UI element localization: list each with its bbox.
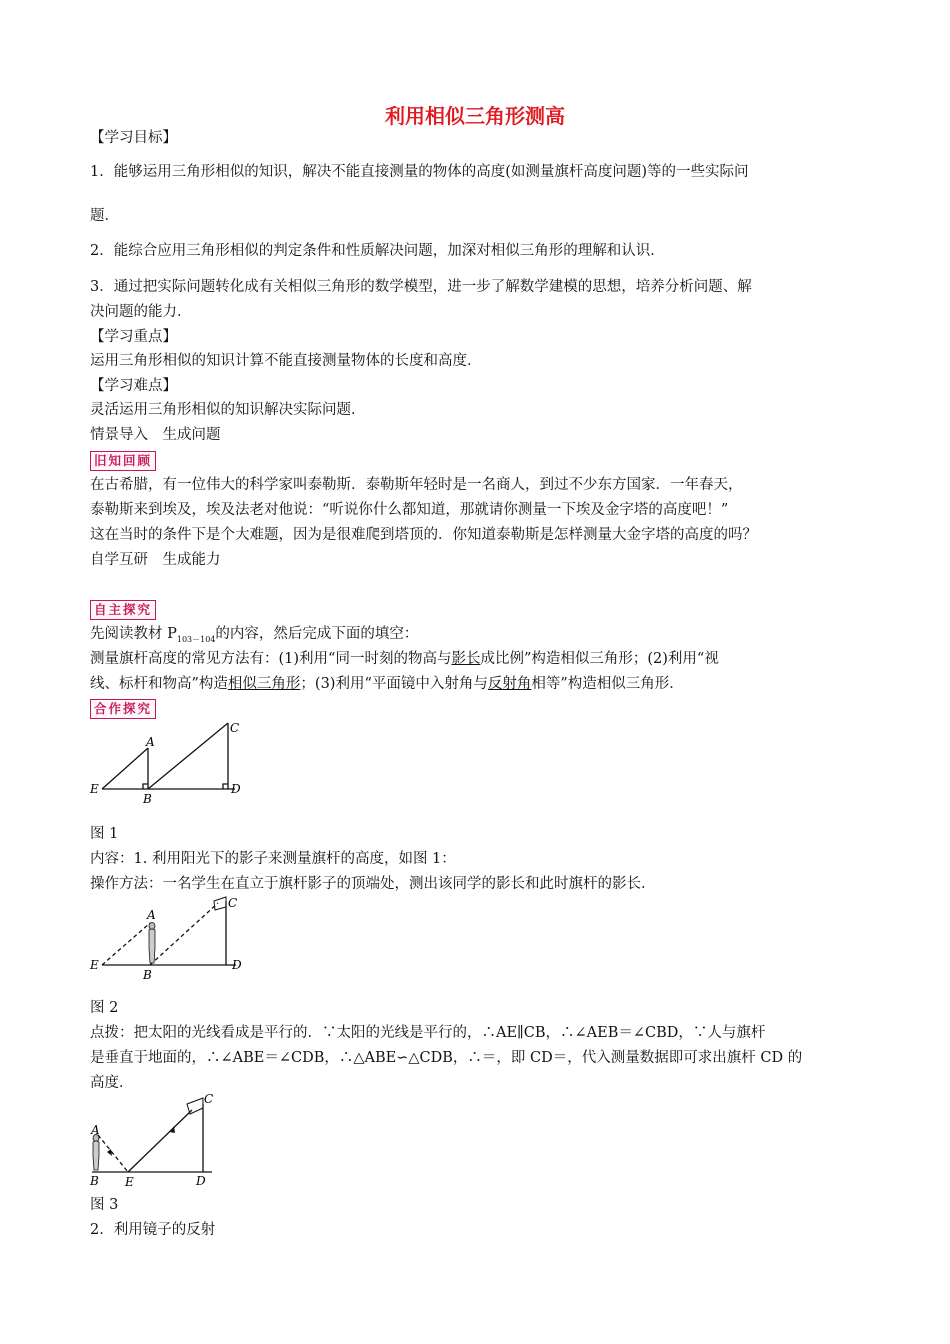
- fig3-label-e: E: [125, 1175, 134, 1188]
- hint-line-2: 是垂直于地面的，∴∠ABE＝∠CDB，∴△ABE∽△CDB，∴＝，即 CD＝，代入测量数据即可求出旗杆 CD 的: [90, 1050, 803, 1066]
- goal-3-line-1: 3．通过把实际问题转化成有关相似三角形的数学模型，进一步了解数学建模的思想，培养分析问题、解: [90, 279, 752, 295]
- blank-shadow-length: 影长: [451, 651, 481, 667]
- figure-2: [88, 893, 258, 983]
- item-2-title: 2．利用镜子的反射: [90, 1222, 216, 1238]
- fig2-label-b: B: [143, 968, 152, 982]
- fig1-label-a: A: [146, 735, 155, 749]
- difficulty-text: 灵活运用三角形相似的知识解决实际问题．: [90, 402, 366, 418]
- read-prefix: 先阅读教材 P: [90, 626, 177, 642]
- content-1-line-1: 内容：1. 利用阳光下的影子来测量旗杆的高度，如图 1：: [90, 851, 456, 867]
- goal-1-line-1: 1．能够运用三角形相似的知识，解决不能直接测量的物体的高度(如测量旗杆高度问题)等的一些实际问: [90, 164, 749, 180]
- fig2-label-a: A: [147, 908, 156, 922]
- fig1-label-b: B: [143, 792, 152, 806]
- methods-line-1: [90, 649, 719, 669]
- read-suffix: 的内容，然后完成下面的填空：: [215, 626, 419, 642]
- fig3-label-d: D: [196, 1174, 206, 1188]
- methods-text: 测量旗杆高度的常见方法有：(1)利用“同一时刻的物高与: [90, 651, 452, 667]
- fig3-label-b: B: [90, 1174, 99, 1188]
- read-pages: 103－104: [176, 634, 216, 644]
- fig3-label-a: A: [91, 1123, 100, 1137]
- figure-1: [88, 718, 258, 808]
- goals-heading: 【学习目标】: [90, 130, 177, 146]
- self-explore-badge: 自主探究: [90, 600, 156, 620]
- figure-3: [86, 1090, 221, 1188]
- methods-line-2: [90, 674, 684, 694]
- focus-heading: 【学习重点】: [90, 329, 177, 345]
- intro-line-2: 泰勒斯来到埃及，埃及法老对他说：“听说你什么都知道，那就请你测量一下埃及金字塔的高度吧！”: [90, 502, 729, 518]
- fig2-label-d: D: [232, 958, 242, 972]
- hint-line-1: 点拨：把太阳的光线看成是平行的．∵太阳的光线是平行的，∴AE∥CB，∴∠AEB＝∠CBD，∵人与旗杆: [90, 1025, 766, 1041]
- intro-line-1: 在古希腊，有一位伟大的科学家叫泰勒斯．泰勒斯年轻时是一名商人，到过不少东方国家．一年春天，: [90, 477, 743, 493]
- goal-2: 2．能综合应用三角形相似的判定条件和性质解决问题，加深对相似三角形的理解和认识．: [90, 243, 665, 259]
- methods-text: 相等”构造相似三角形．: [531, 676, 684, 692]
- fig2-label-c: C: [228, 896, 238, 910]
- fig1-caption: 图 1: [90, 826, 119, 842]
- fig1-label-e: E: [90, 782, 99, 796]
- fig2-caption: 图 2: [90, 1000, 119, 1016]
- read-instruction: [90, 624, 418, 650]
- review-badge: 旧知回顾: [90, 451, 156, 471]
- goal-3-line-2: 决问题的能力．: [90, 304, 192, 320]
- methods-text: 成比例”构造相似三角形；(2)利用“视: [480, 651, 719, 667]
- blank-reflection-angle: 反射角: [487, 676, 532, 692]
- focus-text: 运用三角形相似的知识计算不能直接测量物体的长度和高度．: [90, 353, 482, 369]
- intro-heading: 情景导入 生成问题: [90, 427, 221, 443]
- methods-text: ；(3)利用“平面镜中入射角与: [300, 676, 488, 692]
- blank-similar-triangles: 相似三角形: [227, 676, 301, 692]
- methods-text: 线、标杆和物高”构造: [90, 676, 228, 692]
- fig3-caption: 图 3: [90, 1197, 119, 1213]
- content-1-line-2: 操作方法：一名学生在直立于旗杆影子的顶端处，测出该同学的影长和此时旗杆的影长．: [90, 876, 656, 892]
- goal-1-line-2: 题．: [90, 208, 119, 224]
- difficulty-heading: 【学习难点】: [90, 378, 177, 394]
- fig3-label-c: C: [204, 1092, 214, 1106]
- page-title: 利用相似三角形测高: [385, 104, 565, 128]
- fig2-label-e: E: [90, 958, 99, 972]
- cooperative-explore-badge: 合作探究: [90, 699, 156, 719]
- fig1-label-d: D: [231, 782, 241, 796]
- intro-line-3: 这在当时的条件下是个大难题，因为是很难爬到塔顶的．你知道泰勒斯是怎样测量大金字塔的高度的吗？: [90, 527, 757, 543]
- fig1-label-c: C: [230, 721, 240, 735]
- study-heading: 自学互研 生成能力: [90, 552, 221, 568]
- hint-line-3: 高度．: [90, 1075, 134, 1091]
